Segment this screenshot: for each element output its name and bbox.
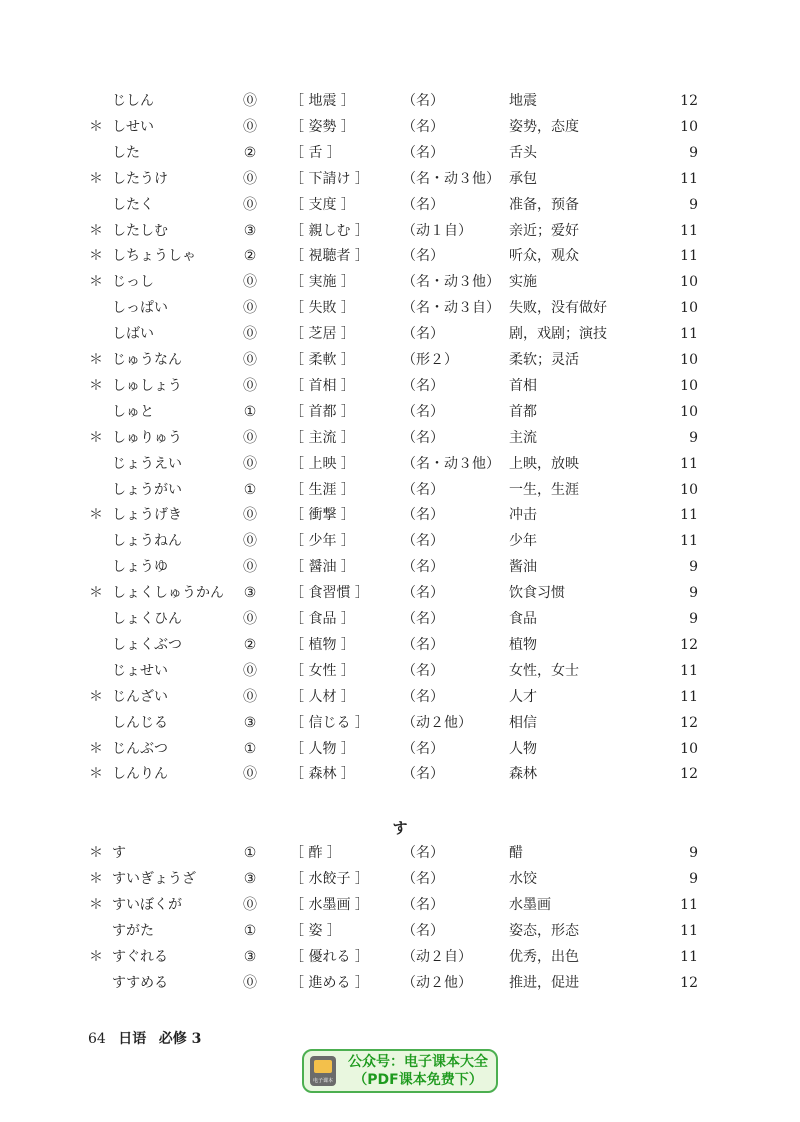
vocab-kanji: ［ 優れる ］ — [290, 948, 369, 965]
book-volume: 必修 3 — [158, 1031, 202, 1047]
review-star-mark: ＊ — [89, 948, 103, 965]
review-star-mark: ＊ — [89, 248, 103, 265]
vocab-reading: すすめる — [112, 974, 169, 991]
lesson-number: 10 — [680, 740, 698, 757]
accent-mark: ③ — [243, 948, 257, 965]
lesson-number: 11 — [680, 248, 698, 265]
book-title: 日语 — [118, 1031, 147, 1047]
vocab-reading: じゅうなん — [112, 352, 182, 368]
vocab-row — [0, 166, 800, 192]
lesson-number: 11 — [680, 896, 698, 913]
watermark-line-2: （PDF课本免费下） — [353, 1072, 483, 1088]
lesson-number: 11 — [680, 922, 698, 939]
part-of-speech: （名） — [402, 481, 444, 498]
review-star-mark: ＊ — [89, 688, 103, 705]
vocab-kanji: ［ 人物 ］ — [290, 740, 355, 757]
vocab-kanji: ［ 衝撃 ］ — [290, 507, 355, 524]
accent-mark: ⓪ — [243, 896, 257, 913]
review-star-mark: ＊ — [89, 740, 103, 757]
review-star-mark: ＊ — [89, 170, 103, 187]
vocab-reading: しせい — [112, 118, 154, 135]
part-of-speech: （名） — [402, 845, 444, 861]
vocab-meaning: 人物 — [509, 740, 537, 757]
vocab-row — [0, 710, 800, 736]
vocab-kanji: ［ 森林 ］ — [290, 766, 355, 783]
lesson-number: 9 — [689, 559, 698, 576]
vocab-reading: しゅと — [112, 403, 154, 420]
review-star-mark: ＊ — [89, 352, 103, 368]
vocab-meaning: 人才 — [509, 688, 537, 705]
accent-mark: ① — [243, 922, 257, 939]
accent-mark: ⓪ — [243, 974, 257, 991]
vocab-row — [0, 658, 800, 684]
part-of-speech: （名） — [402, 93, 444, 109]
vocab-reading: しょうねん — [112, 533, 182, 550]
part-of-speech: （名） — [402, 896, 444, 913]
lesson-number: 10 — [680, 352, 698, 368]
accent-mark: ⓪ — [243, 118, 257, 135]
vocab-meaning: 食品 — [509, 611, 537, 627]
accent-mark: ⓪ — [243, 429, 257, 446]
vocab-meaning: 亲近；爱好 — [509, 222, 579, 239]
accent-mark: ③ — [243, 585, 257, 602]
vocab-row — [0, 918, 800, 944]
lesson-number: 11 — [680, 662, 698, 679]
vocab-row — [0, 295, 800, 321]
review-star-mark: ＊ — [89, 118, 103, 135]
vocab-reading: すぐれる — [112, 948, 168, 965]
vocab-meaning: 女性，女士 — [509, 662, 579, 679]
vocab-row — [0, 866, 800, 892]
vocab-kanji: ［ 醤油 ］ — [290, 559, 355, 576]
vocab-reading: じょうえい — [112, 455, 182, 472]
vocab-row — [0, 373, 800, 399]
vocab-meaning: 实施 — [509, 274, 537, 291]
vocab-row — [0, 684, 800, 710]
vocab-reading: しゅりゅう — [112, 429, 182, 446]
lesson-number: 10 — [680, 274, 698, 291]
vocab-row — [0, 451, 800, 477]
vocab-kanji: ［ 食品 ］ — [290, 611, 355, 627]
review-star-mark: ＊ — [89, 377, 103, 394]
vocab-reading: しょうゆ — [112, 559, 168, 576]
lesson-number: 9 — [689, 870, 698, 887]
vocab-reading: すがた — [112, 922, 154, 939]
accent-mark: ⓪ — [243, 766, 257, 783]
vocab-kanji: ［ 失敗 ］ — [290, 300, 355, 317]
lesson-number: 11 — [680, 170, 698, 187]
lesson-number: 10 — [680, 481, 698, 498]
vocab-reading: じょせい — [112, 662, 168, 679]
review-star-mark: ＊ — [89, 507, 103, 524]
vocab-row — [0, 243, 800, 269]
vocab-kanji: ［ 視聴者 ］ — [290, 248, 369, 265]
vocab-reading: しっぱい — [112, 300, 168, 317]
vocab-kanji: ［ 女性 ］ — [290, 662, 355, 679]
part-of-speech: （名） — [402, 248, 444, 265]
vocab-meaning: 冲击 — [509, 507, 537, 524]
vocab-reading: しょうがい — [112, 481, 182, 498]
vocab-kanji: ［ 下請け ］ — [290, 170, 369, 187]
vocab-meaning: 酱油 — [509, 559, 537, 576]
vocab-reading: じしん — [112, 93, 154, 109]
vocab-kanji: ［ 舌 ］ — [290, 144, 341, 161]
review-star-mark: ＊ — [89, 870, 103, 887]
lesson-number: 12 — [680, 766, 698, 783]
vocab-reading: しばい — [112, 326, 154, 343]
watermark-line-1: 公众号：电子课本大全 — [348, 1054, 488, 1070]
part-of-speech: （名） — [402, 403, 444, 420]
vocab-reading: しょくひん — [112, 611, 182, 627]
vocab-row — [0, 140, 800, 166]
vocab-kanji: ［ 上映 ］ — [290, 455, 355, 472]
accent-mark: ⓪ — [243, 533, 257, 550]
lesson-number: 12 — [680, 714, 698, 731]
vocab-meaning: 一生，生涯 — [509, 481, 579, 498]
vocab-reading: しんりん — [112, 766, 168, 783]
accent-mark: ⓪ — [243, 611, 257, 627]
accent-mark: ⓪ — [243, 170, 257, 187]
vocab-meaning: 柔软；灵活 — [509, 352, 579, 368]
vocab-row — [0, 477, 800, 503]
vocab-meaning: 水饺 — [509, 870, 537, 887]
vocab-reading: しゅしょう — [112, 377, 182, 394]
vocab-reading: しょうげき — [112, 507, 182, 524]
vocab-row — [0, 554, 800, 580]
part-of-speech: （名・动３他） — [402, 455, 500, 472]
vocab-row — [0, 88, 800, 114]
vocab-kanji: ［ 柔軟 ］ — [290, 352, 355, 368]
part-of-speech: （名・动３他） — [402, 274, 500, 291]
vocab-kanji: ［ 姿 ］ — [290, 922, 341, 939]
vocab-meaning: 地震 — [509, 93, 537, 109]
vocab-kanji: ［ 姿勢 ］ — [290, 118, 355, 135]
lesson-number: 11 — [680, 507, 698, 524]
accent-mark: ⓪ — [243, 274, 257, 291]
vocab-row — [0, 425, 800, 451]
vocab-meaning: 少年 — [509, 533, 537, 550]
vocab-meaning: 姿势，态度 — [509, 118, 579, 135]
lesson-number: 9 — [689, 845, 698, 861]
book-logo-icon — [310, 1056, 336, 1086]
vocab-meaning: 上映，放映 — [509, 455, 579, 472]
vocab-row — [0, 944, 800, 970]
lesson-number: 9 — [689, 144, 698, 161]
part-of-speech: （名） — [402, 533, 444, 550]
vocab-meaning: 首都 — [509, 403, 537, 420]
vocab-reading: じんざい — [112, 688, 168, 705]
logo-label: 电子课本 — [312, 1078, 333, 1084]
vocab-row — [0, 761, 800, 787]
accent-mark: ① — [243, 403, 257, 420]
vocab-reading: すいぎょうざ — [112, 870, 196, 887]
vocab-kanji: ［ 主流 ］ — [290, 429, 355, 446]
vocab-meaning: 首相 — [509, 377, 537, 394]
review-star-mark: ＊ — [89, 896, 103, 913]
review-star-mark: ＊ — [89, 274, 103, 291]
lesson-number: 9 — [689, 196, 698, 213]
part-of-speech: （名） — [402, 326, 444, 343]
vocab-row — [0, 580, 800, 606]
accent-mark: ⓪ — [243, 326, 257, 343]
vocab-kanji: ［ 生涯 ］ — [290, 481, 355, 498]
part-of-speech: （名） — [402, 144, 444, 161]
accent-mark: ① — [243, 481, 257, 498]
part-of-speech: （名・动３自） — [402, 300, 500, 317]
lesson-number: 10 — [680, 377, 698, 394]
vocab-meaning: 饮食习惯 — [509, 585, 565, 602]
vocab-meaning: 听众，观众 — [509, 248, 579, 265]
lesson-number: 9 — [689, 611, 698, 627]
part-of-speech: （名） — [402, 922, 444, 939]
review-star-mark: ＊ — [89, 429, 103, 446]
vocab-kanji: ［ 親しむ ］ — [290, 222, 369, 239]
vocab-row — [0, 736, 800, 762]
lesson-number: 11 — [680, 688, 698, 705]
review-star-mark: ＊ — [89, 845, 103, 861]
part-of-speech: （名） — [402, 429, 444, 446]
lesson-number: 12 — [680, 974, 698, 991]
vocab-meaning: 相信 — [509, 714, 537, 731]
part-of-speech: （名） — [402, 662, 444, 679]
vocab-kanji: ［ 実施 ］ — [290, 274, 355, 291]
page-footer — [88, 1028, 209, 1048]
accent-mark: ⓪ — [243, 688, 257, 705]
accent-mark: ③ — [243, 870, 257, 887]
vocab-reading: した — [112, 144, 140, 161]
vocab-reading: じっし — [112, 274, 154, 291]
review-star-mark: ＊ — [89, 222, 103, 239]
vocab-row — [0, 218, 800, 244]
vocab-row — [0, 399, 800, 425]
part-of-speech: （动２他） — [402, 974, 472, 991]
vocab-meaning: 醋 — [509, 845, 523, 861]
vocab-reading: す — [112, 845, 126, 861]
vocab-meaning: 姿态，形态 — [509, 922, 579, 939]
accent-mark: ③ — [243, 714, 257, 731]
vocab-meaning: 承包 — [509, 170, 537, 187]
vocab-row — [0, 528, 800, 554]
lesson-number: 11 — [680, 455, 698, 472]
lesson-number: 12 — [680, 636, 698, 653]
vocab-row — [0, 892, 800, 918]
watermark-banner — [302, 1049, 498, 1093]
lesson-number: 12 — [680, 93, 698, 109]
vocab-kanji: ［ 人材 ］ — [290, 688, 355, 705]
vocab-meaning: 剧，戏剧；演技 — [509, 326, 607, 343]
part-of-speech: （名） — [402, 118, 444, 135]
review-star-mark: ＊ — [89, 585, 103, 602]
vocab-meaning: 优秀，出色 — [509, 948, 579, 965]
vocab-row — [0, 192, 800, 218]
vocab-kanji: ［ 首都 ］ — [290, 403, 355, 420]
vocab-kanji: ［ 植物 ］ — [290, 636, 355, 653]
vocab-row — [0, 321, 800, 347]
vocab-meaning: 舌头 — [509, 144, 537, 161]
vocab-kanji: ［ 進める ］ — [290, 974, 369, 991]
vocab-meaning: 主流 — [509, 429, 537, 446]
accent-mark: ⓪ — [243, 507, 257, 524]
part-of-speech: （动２自） — [402, 948, 472, 965]
review-star-mark: ＊ — [89, 766, 103, 783]
vocab-kanji: ［ 地震 ］ — [290, 93, 355, 109]
accent-mark: ⓪ — [243, 455, 257, 472]
vocab-meaning: 准备，预备 — [509, 196, 579, 213]
part-of-speech: （名） — [402, 559, 444, 576]
part-of-speech: （名） — [402, 740, 444, 757]
part-of-speech: （名・动３他） — [402, 170, 500, 187]
vocab-kanji: ［ 首相 ］ — [290, 377, 355, 394]
vocab-reading: しちょうしゃ — [112, 248, 196, 265]
lesson-number: 9 — [689, 585, 698, 602]
lesson-number: 11 — [680, 948, 698, 965]
lesson-number: 10 — [680, 300, 698, 317]
vocab-kanji: ［ 信じる ］ — [290, 714, 369, 731]
part-of-speech: （名） — [402, 377, 444, 394]
part-of-speech: （名） — [402, 688, 444, 705]
vocab-meaning: 植物 — [509, 636, 537, 653]
part-of-speech: （名） — [402, 636, 444, 653]
lesson-number: 10 — [680, 118, 698, 135]
vocab-meaning: 森林 — [509, 766, 537, 783]
accent-mark: ① — [243, 845, 257, 861]
accent-mark: ⓪ — [243, 93, 257, 109]
vocab-row — [0, 970, 800, 996]
vocab-kanji: ［ 支度 ］ — [290, 196, 355, 213]
vocab-row — [0, 347, 800, 373]
accent-mark: ① — [243, 740, 257, 757]
part-of-speech: （名） — [402, 870, 444, 887]
vocab-kanji: ［ 酢 ］ — [290, 845, 341, 861]
vocab-kanji: ［ 少年 ］ — [290, 533, 355, 550]
vocab-reading: したく — [112, 196, 154, 213]
part-of-speech: （形２） — [402, 352, 458, 368]
vocab-row — [0, 114, 800, 140]
vocab-kanji: ［ 水餃子 ］ — [290, 870, 369, 887]
lesson-number: 10 — [680, 403, 698, 420]
vocab-meaning: 推进，促进 — [509, 974, 579, 991]
part-of-speech: （名） — [402, 196, 444, 213]
accent-mark: ③ — [243, 222, 257, 239]
part-of-speech: （动２他） — [402, 714, 472, 731]
accent-mark: ⓪ — [243, 559, 257, 576]
vocab-reading: したしむ — [112, 222, 168, 239]
vocab-row — [0, 269, 800, 295]
vocab-row — [0, 606, 800, 632]
vocab-row — [0, 502, 800, 528]
vocab-reading: しょくぶつ — [112, 636, 182, 653]
vocab-kanji: ［ 水墨画 ］ — [290, 896, 369, 913]
vocab-meaning: 失败，没有做好 — [509, 300, 607, 317]
lesson-number: 11 — [680, 222, 698, 239]
vocab-reading: すいぼくが — [112, 896, 182, 913]
part-of-speech: （名） — [402, 507, 444, 524]
accent-mark: ⓪ — [243, 377, 257, 394]
lesson-number: 11 — [680, 533, 698, 550]
accent-mark: ⓪ — [243, 662, 257, 679]
vocab-reading: じんぶつ — [112, 740, 168, 757]
vocab-row — [0, 632, 800, 658]
part-of-speech: （动１自） — [402, 222, 472, 239]
accent-mark: ⓪ — [243, 196, 257, 213]
vocab-reading: しんじる — [112, 714, 168, 731]
part-of-speech: （名） — [402, 611, 444, 627]
accent-mark: ⓪ — [243, 352, 257, 368]
section-heading-su: す — [392, 819, 408, 837]
accent-mark: ② — [243, 636, 257, 653]
vocab-reading: しょくしゅうかん — [112, 585, 224, 602]
part-of-speech: （名） — [402, 766, 444, 783]
lesson-number: 11 — [680, 326, 698, 343]
vocab-reading: したうけ — [112, 170, 168, 187]
page-number: 64 — [88, 1031, 106, 1047]
accent-mark: ② — [243, 144, 257, 161]
vocab-kanji: ［ 芝居 ］ — [290, 326, 355, 343]
vocab-row — [0, 840, 800, 866]
vocab-meaning: 水墨画 — [509, 896, 551, 913]
lesson-number: 9 — [689, 429, 698, 446]
vocab-kanji: ［ 食習慣 ］ — [290, 585, 369, 602]
part-of-speech: （名） — [402, 585, 444, 602]
accent-mark: ② — [243, 248, 257, 265]
accent-mark: ⓪ — [243, 300, 257, 317]
